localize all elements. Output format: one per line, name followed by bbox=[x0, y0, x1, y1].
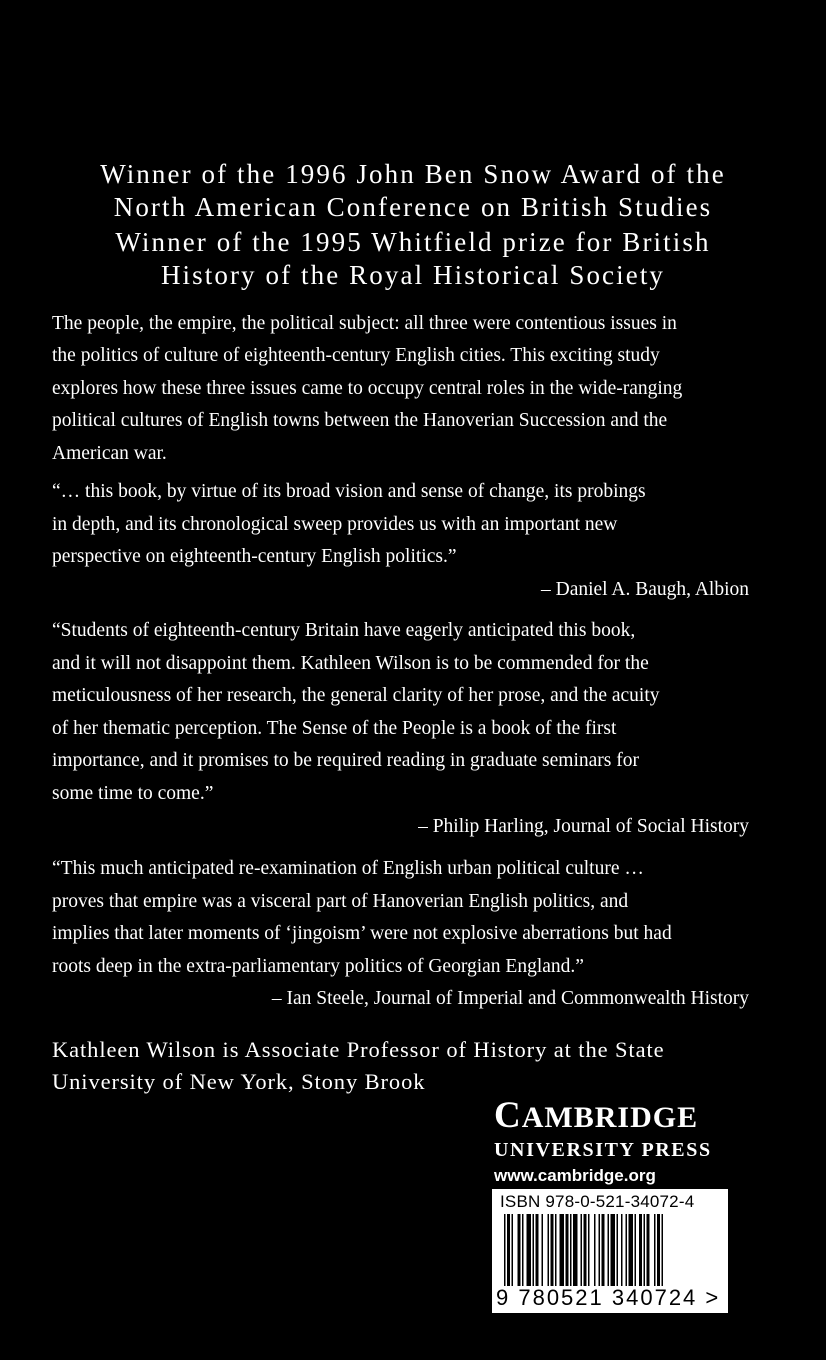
publisher-name bbox=[494, 1096, 734, 1138]
barcode-bar bbox=[512, 1214, 514, 1286]
barcode-bar bbox=[662, 1214, 664, 1286]
author-bio bbox=[52, 1034, 774, 1098]
award-whitfield bbox=[40, 226, 786, 292]
barcode-bar bbox=[504, 1214, 506, 1286]
barcode-bar bbox=[573, 1214, 578, 1286]
book-description bbox=[52, 308, 774, 470]
description-line: American war. bbox=[52, 442, 167, 464]
barcode-bar bbox=[602, 1214, 605, 1286]
publisher-initial: C bbox=[494, 1095, 522, 1136]
bio-line: University of New York, Stony Brook bbox=[52, 1069, 426, 1094]
barcode-bar bbox=[635, 1214, 637, 1286]
quote-attribution: – Daniel A. Baugh, Albion bbox=[541, 578, 749, 600]
barcode-bar bbox=[536, 1214, 539, 1286]
quote-line: “Students of eighteenth-century Britain have eagerly anticipated this book, bbox=[52, 620, 636, 641]
award-line: Winner of the 1995 Whitfield prize for British bbox=[115, 227, 711, 257]
quote-line: in depth, and its chronological sweep provides us with an important new bbox=[52, 513, 618, 535]
quote-attribution: – Philip Harling, Journal of Social History bbox=[418, 815, 749, 837]
award-line: Winner of the 1996 John Ben Snow Award of the bbox=[100, 159, 726, 189]
barcode-bar bbox=[551, 1214, 554, 1286]
barcode-bar bbox=[581, 1214, 583, 1286]
review-quote-harling bbox=[52, 615, 774, 843]
description-line: explores how these three issues came to occupy central roles in the wide-ranging bbox=[52, 377, 683, 399]
barcode-bar bbox=[617, 1214, 619, 1286]
barcode-bar bbox=[570, 1214, 572, 1286]
barcode-bar bbox=[522, 1214, 524, 1286]
barcode-bar bbox=[629, 1214, 634, 1286]
awards-block bbox=[40, 158, 786, 294]
barcode-bar bbox=[639, 1214, 642, 1286]
publisher-name-rest: AMBRIDGE bbox=[521, 1101, 699, 1134]
review-quote-baugh bbox=[52, 476, 774, 606]
quote-line: of her thematic perception. The Sense of the People is a book of the first bbox=[52, 717, 617, 739]
barcode-bar bbox=[548, 1214, 550, 1286]
award-line: History of the Royal Historical Society bbox=[160, 260, 666, 290]
barcode-bar bbox=[584, 1214, 587, 1286]
barcode-bar bbox=[611, 1214, 616, 1286]
barcode-bar bbox=[654, 1214, 656, 1286]
barcode-bar bbox=[647, 1214, 650, 1286]
quote-line: importance, and it promises to be required reading in graduate seminars for bbox=[52, 750, 639, 772]
barcode-bar bbox=[566, 1214, 569, 1286]
description-line: political cultures of English towns between the Hanoverian Succession and the bbox=[52, 410, 668, 432]
barcode-bar bbox=[626, 1214, 628, 1286]
award-snow bbox=[40, 158, 786, 224]
ean-digits: 9 780521 340724 > bbox=[496, 1285, 721, 1310]
publisher-logo bbox=[494, 1096, 734, 1187]
quote-line: and it will not disappoint them. Kathleen Wilson is to be commended for the bbox=[52, 652, 649, 674]
barcode-bar bbox=[588, 1214, 590, 1286]
barcode-bar bbox=[560, 1214, 565, 1286]
isbn-label: ISBN 978-0-521-34072-4 bbox=[500, 1192, 695, 1211]
barcode-bar bbox=[608, 1214, 610, 1286]
quote-line: roots deep in the extra-parliamentary politics of Georgian England.” bbox=[52, 955, 584, 977]
award-line: North American Conference on British Studies bbox=[113, 192, 713, 222]
barcode-bar bbox=[644, 1214, 646, 1286]
review-quote-steele bbox=[52, 853, 774, 1016]
quote-line: “… this book, by virtue of its broad vision and sense of change, its probings bbox=[52, 481, 646, 502]
description-line: The people, the empire, the political subject: all three were contentious issues in bbox=[52, 313, 677, 334]
quote-line: implies that later moments of ‘jingoism’ were not explosive aberrations but had bbox=[52, 923, 672, 945]
bio-line: Kathleen Wilson is Associate Professor of History at the State bbox=[52, 1037, 665, 1062]
barcode-bar bbox=[527, 1214, 532, 1286]
barcode-bar bbox=[542, 1214, 544, 1286]
barcode-bars-icon bbox=[504, 1214, 716, 1286]
barcode-bar bbox=[657, 1214, 660, 1286]
barcode-bar bbox=[599, 1214, 601, 1286]
barcode-bar bbox=[621, 1214, 623, 1286]
publisher-url: www.cambridge.org bbox=[494, 1166, 656, 1185]
quote-line: proves that empire was a visceral part of Hanoverian English politics, and bbox=[52, 890, 629, 912]
quote-attribution: – Ian Steele, Journal of Imperial and Commonwealth History bbox=[271, 988, 749, 1010]
publisher-subtitle: UNIVERSITY PRESS bbox=[494, 1139, 712, 1161]
quote-line: perspective on eighteenth-century English politics.” bbox=[52, 546, 457, 568]
barcode-bar bbox=[518, 1214, 521, 1286]
description-line: the politics of culture of eighteenth-century English cities. This exciting study bbox=[52, 345, 660, 367]
barcode-bar bbox=[594, 1214, 596, 1286]
isbn-barcode bbox=[492, 1189, 728, 1313]
barcode-bar bbox=[507, 1214, 510, 1286]
quote-line: meticulousness of her research, the general clarity of her prose, and the acuity bbox=[52, 685, 660, 707]
quote-line: some time to come.” bbox=[52, 782, 214, 804]
quote-line: “This much anticipated re-examination of English urban political culture … bbox=[52, 858, 644, 879]
barcode-bar bbox=[533, 1214, 535, 1286]
barcode-bar bbox=[555, 1214, 557, 1286]
